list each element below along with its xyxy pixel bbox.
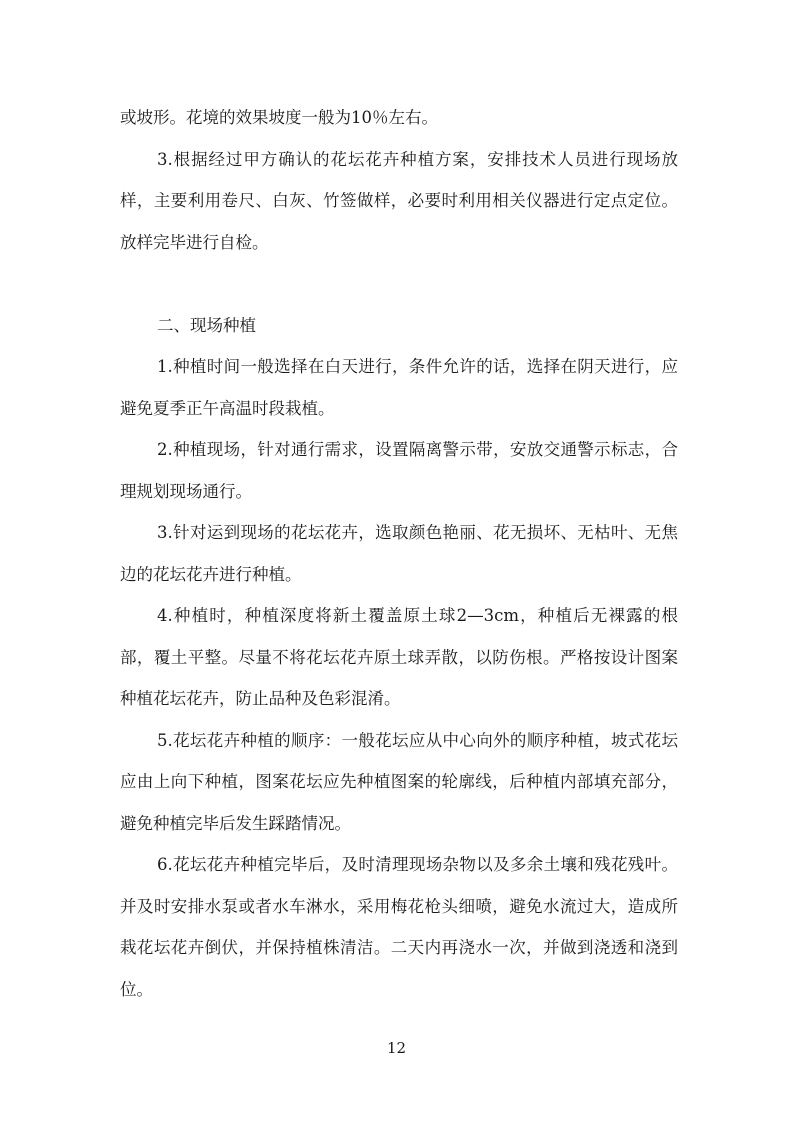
paragraph-layout-step-3: 3.根据经过甲方确认的花坛花卉种植方案，安排技术人员进行现场放样，主要利用卷尺、白灰、竹签做样，必要时利用相关仪器进行定点定位。放样完毕进行自检。 <box>120 149 678 252</box>
section-heading: 二、现场种植 <box>157 315 256 335</box>
page-number: 12 <box>386 1039 407 1057</box>
continuation-paragraph: 或坡形。花境的效果坡度一般为10％左右。 <box>120 108 438 127</box>
paragraph-planting-step-3: 3.针对运到现场的花坛花卉，选取颜色艳丽、花无损坏、无枯叶、无焦边的花坛花卉进行种植。 <box>120 523 678 584</box>
document-body <box>120 97 678 1010</box>
paragraph-planting-step-2: 2.种植现场，针对通行需求，设置隔离警示带，安放交通警示标志，合理规划现场通行。 <box>120 440 678 501</box>
paragraph-planting-step-1: 1.种植时间一般选择在白天进行，条件允许的话，选择在阴天进行，应避免夏季正午高温时段栽植。 <box>120 357 678 418</box>
paragraph-planting-step-6: 6.花坛花卉种植完毕后，及时清理现场杂物以及多余土壤和残花残叶。并及时安排水泵或者水车淋水，采用梅花枪头细喷，避免水流过大，造成所栽花坛花卉倒伏，并保持植株清洁。二天内再浇水一次，并做到浇透和浇到位。 <box>120 855 678 999</box>
paragraph-planting-step-4: 4.种植时，种植深度将新土覆盖原土球2—3cm，种植后无裸露的根部，覆土平整。尽量不将花坛花卉原土球弄散，以防伤根。严格按设计图案种植花坛花卉，防止品种及色彩混淆。 <box>120 606 678 708</box>
paragraph-planting-step-5: 5.花坛花卉种植的顺序：一般花坛应从中心向外的顺序种植，坡式花坛应由上向下种植，图案花坛应先种植图案的轮廓线，后种植内部填充部分，避免种植完毕后发生踩踏情况。 <box>120 730 678 833</box>
section-spacer <box>120 263 678 305</box>
